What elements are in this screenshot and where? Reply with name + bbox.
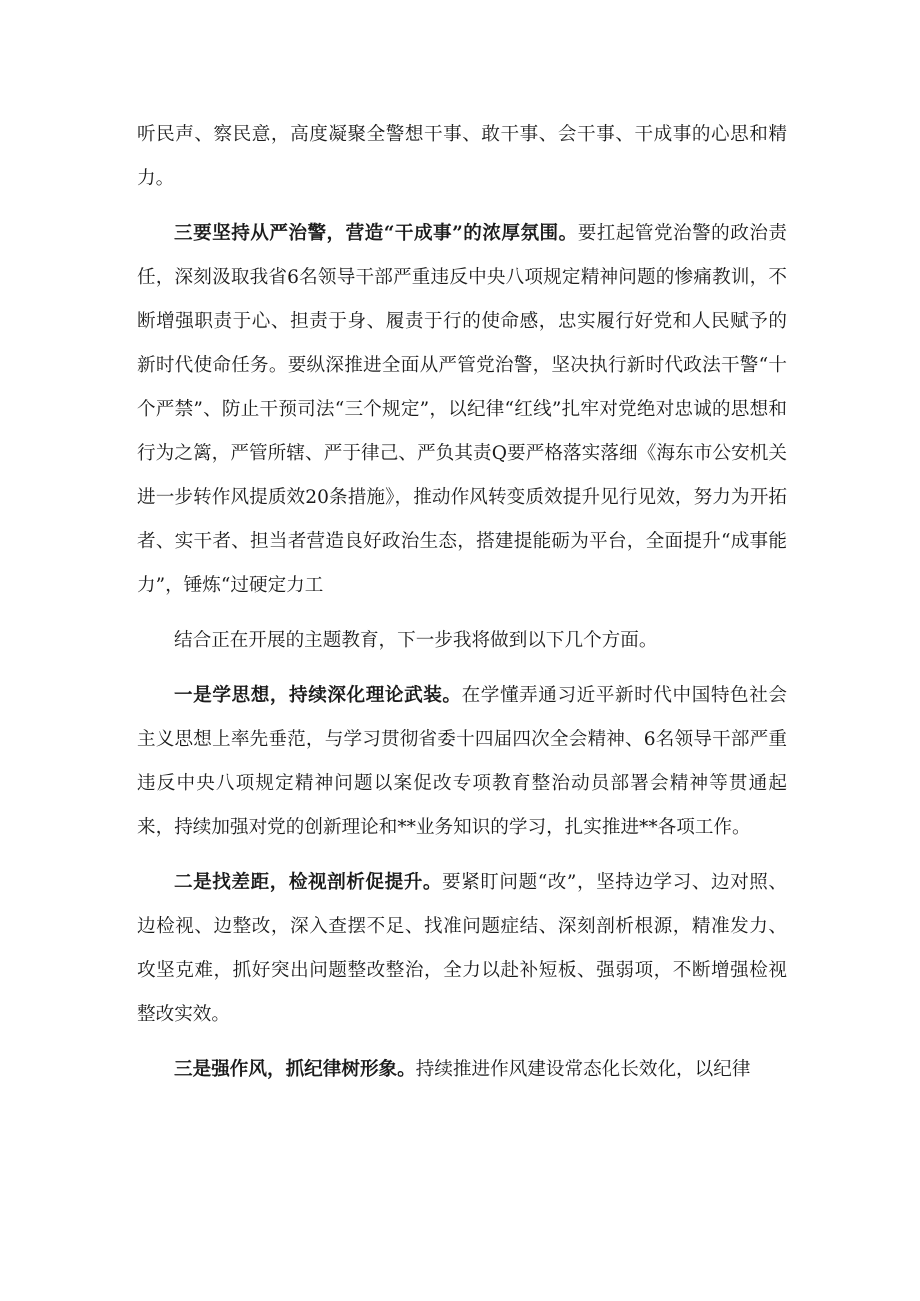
paragraph-heading: 二是找差距，检视剖析促提升。 — [174, 872, 442, 893]
paragraph-text: 听民声、察民意，高度凝聚全警想干事、敢干事、会干事、干成事的心思和精力。 — [137, 124, 787, 189]
document-body — [137, 113, 787, 1103]
paragraph-text: 结合正在开展的主题教育，下一步我将做到以下几个方面。 — [174, 630, 658, 651]
paragraph-heading: 三是强作风，抓纪律树形象。 — [174, 1059, 416, 1080]
paragraph-continuation — [137, 113, 787, 201]
paragraph-text: 要紧盯问题“改”，坚持边学习、边对照、边检视、边整改，深入查摆不足、找准问题症结、深刻剖析根源，精准发力、攻坚克难，抓好突出问题整改整治，全力以赴补短板、强弱项，不断增强检视整改实效。 — [137, 872, 787, 1025]
paragraph-find-gaps — [137, 861, 787, 1037]
paragraph-text: 持续推进作风建设常态化长效化，以纪律 — [415, 1059, 751, 1080]
paragraph-text: 要扛起管党治警的政治责任，深刻汲取我省6名领导干部严重违反中央八项规定精神问题的惨痛教训，不断增强职责于心、担责于身、履责于行的使命感，忠实履行好党和人民赋予的新时代使命任务。要纵深推进全面从严管党治警，坚决执行新时代政法干警“十个严禁”、防止干预司法“三个规定”，以纪律“红线”扎牢对党绝对忠诚的思想和行为之篱，严管所辖、严于律己、严负其责Q要严格落实落细《海东市公安机关进一步转作风提质效20条措施》，推动作风转变质效提升见行见效，努力为开拓者、实干者、担当者营造良好政治生态，搭建提能砺为平台，全面提升“成事能力”，锤炼“过硬定力工 — [137, 223, 787, 596]
paragraph-text: 在学懂弄通习近平新时代中国特色社会主义思想上率先垂范，与学习贯彻省委十四届四次全会精神、6名领导干部严重违反中央八项规定精神问题以案促改专项教育整治动员部署会精神等贯通起来，持续加强对党的创新理论和**业务知识的学习，扎实推进**各项工作。 — [137, 685, 787, 838]
paragraph-heading: 三要坚持从严治警，营造“干成事”的浓厚氛围。 — [174, 223, 578, 244]
paragraph-study-thought — [137, 674, 787, 850]
paragraph-heading: 一是学思想，持续深化理论武装。 — [174, 685, 462, 706]
paragraph-strict-governance — [137, 212, 787, 608]
paragraph-strengthen-style — [137, 1048, 787, 1092]
paragraph-next-steps-intro — [137, 619, 787, 663]
